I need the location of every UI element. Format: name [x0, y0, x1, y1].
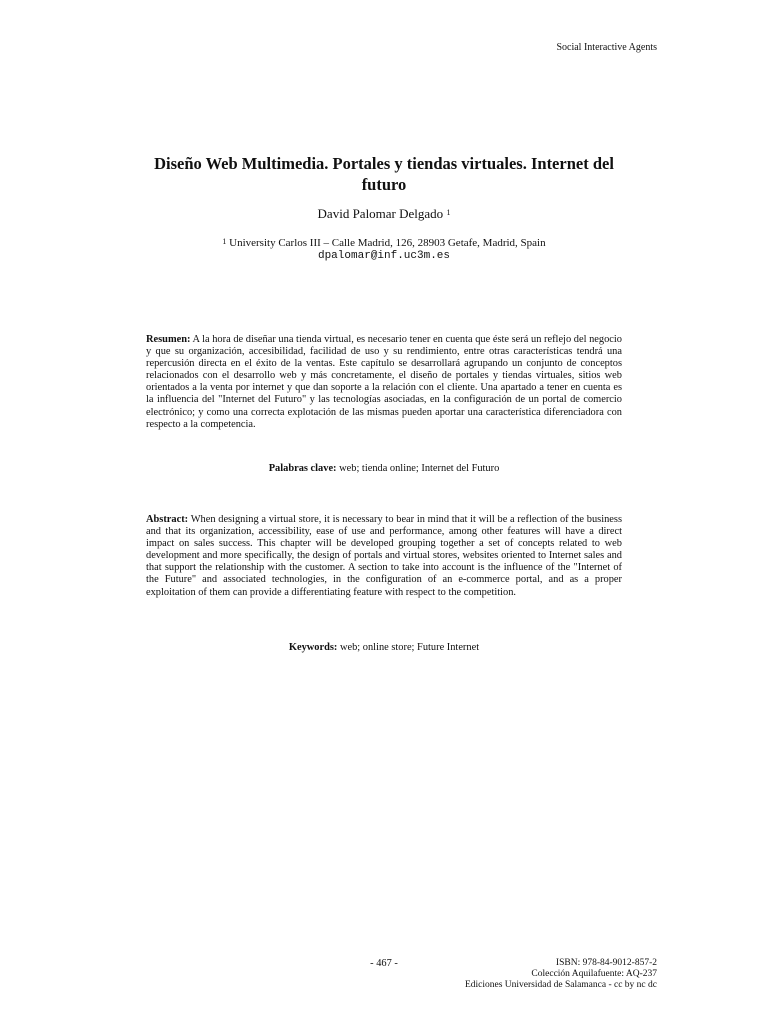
- affiliation-text: University Carlos III – Calle Madrid, 126, 28903 Getafe, Madrid, Spain: [229, 237, 546, 249]
- affiliation-marker: 1: [222, 237, 227, 246]
- collection: Colección Aquilafuente: AQ-237: [531, 969, 657, 979]
- abstract-english-label: Abstract:: [146, 514, 189, 525]
- affiliation-line: [222, 237, 545, 249]
- author-name: David Palomar Delgado: [317, 206, 444, 221]
- abstract-spanish-text: A la hora de diseñar una tienda virtual, es necesario tener en cuenta que éste será un reflejo del negocio y que su organización, accesibilidad, facilidad de uso y su rendimiento, entre otras características tendrá una repercusión directa en el éxito de la ventas. Este capítulo se desarrollará agrupando un conjunto de conceptos relacionados con el desarrollo web y más concretamente, el diseño de portales y tiendas virtuales, sitios web orientados a la venta por internet y que dan soporte a la relación con el cliente. Una apartado a tener en cuenta es la influencia del "Internet del Futuro" y las tecnologías asociadas, en la configuración de un portal de comercio electrónico; y como una correcta explotación de las mismas pueden aportar una característica diferenciadora con respecto a la competencia.: [146, 334, 623, 430]
- page-number: - 467 -: [370, 958, 398, 969]
- publication-footer: [465, 958, 657, 991]
- abstract-english: [146, 514, 622, 599]
- keywords-english-text: web; online store; Future Internet: [340, 642, 480, 653]
- keywords-spanish-text: web; tienda online; Internet del Futuro: [339, 463, 500, 474]
- affiliation-block: [140, 236, 628, 263]
- keywords-spanish: [146, 463, 622, 475]
- abstract-spanish-label: Resumen:: [146, 334, 191, 345]
- abstract-english-text: When designing a virtual store, it is necessary to bear in mind that it will be a reflection of the business and that its organization, accessibility, ease of use and performance, among other features will have a direct impact on sales success. This chapter will be developed grouping together a set of concepts related to web development and more specifically, the design of portals and virtual stores, websites oriented to Internet sales and that support the relationship with the customer. A section to take into account is the influence of the "Internet of the Future" and associated technologies, in the configuration of an e-commerce portal, and as a proper exploitation of them can provide a differentiating feature with respect to the competition.: [146, 514, 622, 598]
- paper-title: Diseño Web Multimedia. Portales y tiendas virtuales. Internet del futuro: [154, 154, 614, 194]
- author-email: dpalomar@inf.uc3m.es: [317, 250, 451, 262]
- keywords-spanish-label: Palabras clave:: [268, 463, 337, 474]
- author-affiliation-marker: 1: [446, 208, 451, 217]
- keywords-english-label: Keywords:: [288, 642, 338, 653]
- isbn: ISBN: 978-84-9012-857-2: [555, 958, 657, 968]
- publisher: Ediciones Universidad de Salamanca - cc by nc dc: [464, 980, 657, 990]
- abstract-spanish: [146, 334, 622, 431]
- author-line: [140, 206, 628, 222]
- keywords-english: [146, 642, 622, 654]
- running-header: Social Interactive Agents: [556, 42, 657, 53]
